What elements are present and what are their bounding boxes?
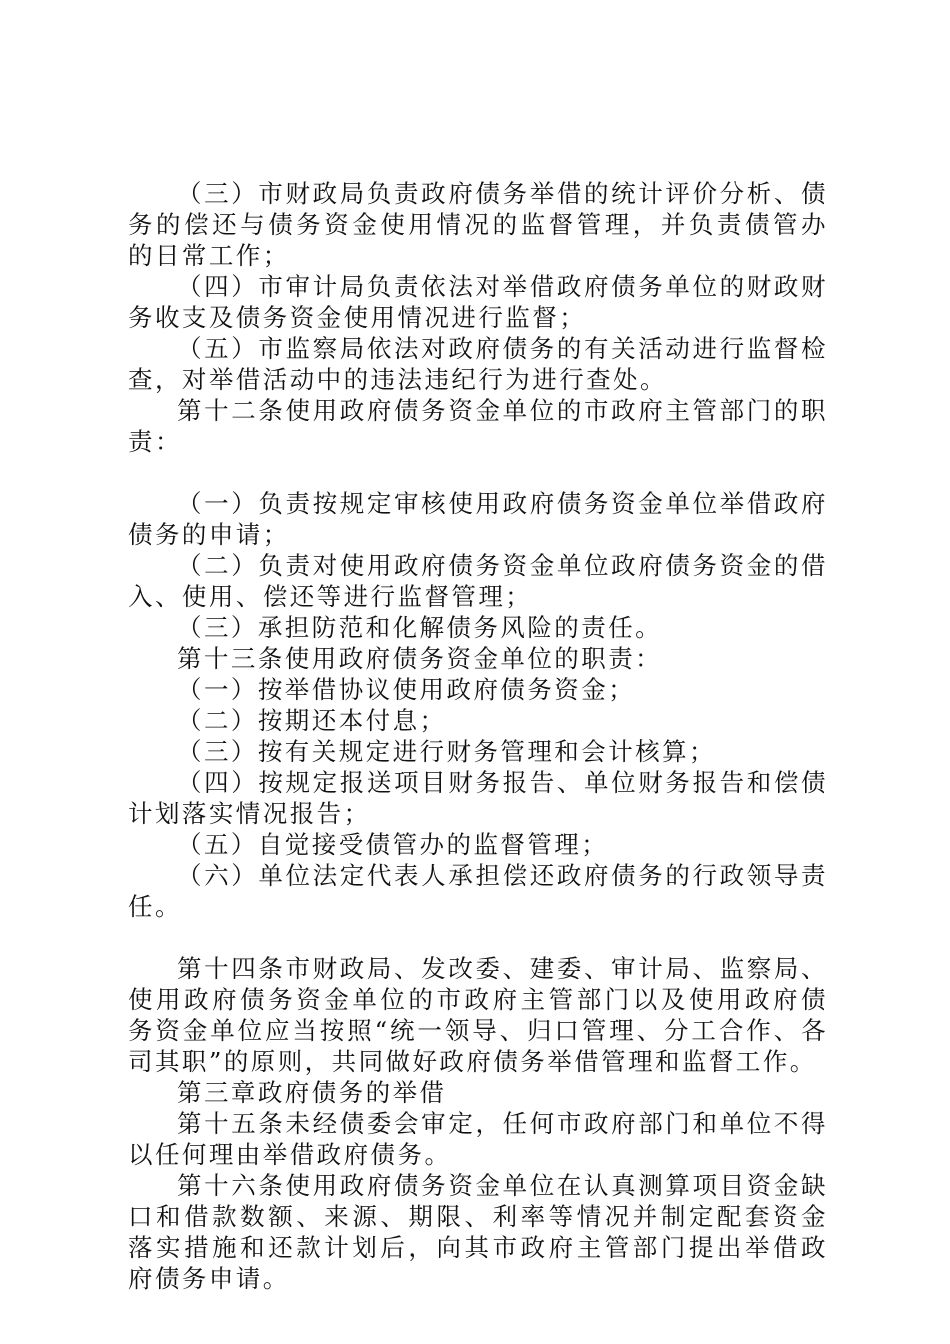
document-body [128, 178, 828, 1294]
paragraph: （四）按规定报送项目财务报告、单位财务报告和偿债计划落实情况报告； [128, 768, 828, 828]
paragraph: （三）市财政局负责政府债务举借的统计评价分析、债务的偿还与债务资金使用情况的监督管理，并负责债管办的日常工作； [128, 179, 828, 270]
article-paragraph: 第十五条未经债委会审定，任何市政府部门和单位不得以任何理由举借政府债务。 [128, 1109, 828, 1169]
paragraph: （二）按期还本付息； [177, 706, 447, 735]
paragraph: （三）按有关规定进行财务管理和会计核算； [177, 737, 716, 766]
paragraph: （二）负责对使用政府债务资金单位政府债务资金的借入、使用、偿还等进行监督管理； [128, 551, 828, 611]
article-paragraph: 第十四条市财政局、发改委、建委、审计局、监察局、使用政府债务资金单位的市政府主管部门以及使用政府债务资金单位应当按照“统一领导、归口管理、分工合作、各司其职”的原则，共同做好政府债务举借管理和监督工作。 [128, 954, 828, 1076]
chapter-heading: 第三章政府债务的举借 [177, 1078, 447, 1107]
paragraph: （三）承担防范和化解债务风险的责任。 [177, 613, 663, 642]
paragraph: （四）市审计局负责依法对举借政府债务单位的财政财务收支及债务资金使用情况进行监督； [128, 272, 828, 332]
paragraph: （一）负责按规定审核使用政府债务资金单位举借政府债务的申请； [128, 489, 828, 549]
article-paragraph: 第十六条使用政府债务资金单位在认真测算项目资金缺口和借款数额、来源、期限、利率等情况并制定配套资金落实措施和还款计划后，向其市政府主管部门提出举借政府债务申请。 [128, 1171, 828, 1293]
article-heading: 第十二条使用政府债务资金单位的市政府主管部门的职责： [128, 396, 828, 456]
paragraph: （五）自觉接受债管办的监督管理； [177, 830, 609, 859]
paragraph: （六）单位法定代表人承担偿还政府债务的行政领导责任。 [128, 861, 828, 921]
paragraph: （一）按举借协议使用政府债务资金； [177, 675, 636, 704]
paragraph: （五）市监察局依法对政府债务的有关活动进行监督检查，对举借活动中的违法违纪行为进行查处。 [128, 334, 828, 394]
article-heading: 第十三条使用政府债务资金单位的职责： [177, 644, 663, 673]
